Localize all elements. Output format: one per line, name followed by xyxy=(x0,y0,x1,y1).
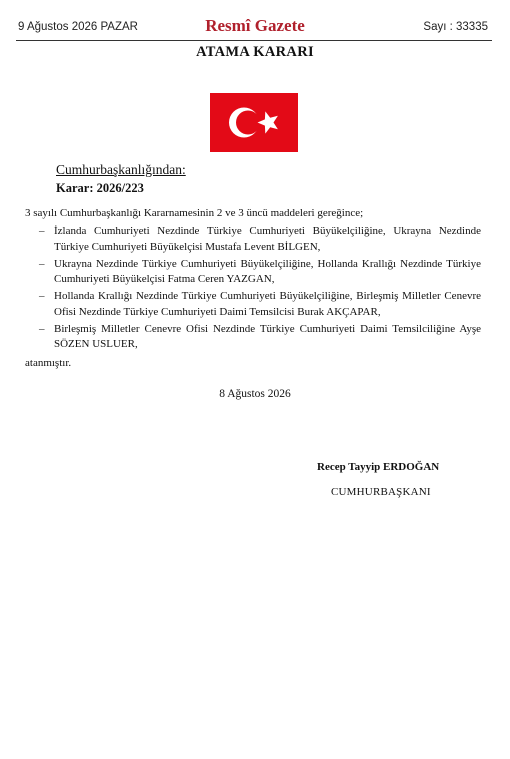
gazette-name: Resmî Gazete xyxy=(205,16,305,35)
list-marker: – xyxy=(39,225,45,237)
decision-number: Karar: 2026/223 xyxy=(56,181,144,195)
header-divider xyxy=(16,40,492,41)
list-item xyxy=(25,322,481,353)
intro-text: 3 sayılı Cumhurbaşkanlığı Kararnamesinin 2 ve 3 üncü maddeleri gereğince; xyxy=(25,207,364,219)
decision-date: 8 Ağustos 2026 xyxy=(219,388,291,400)
list-marker: – xyxy=(39,257,45,270)
turkish-flag-icon xyxy=(210,93,298,152)
list-marker: – xyxy=(39,322,45,335)
list-item-text: Hollanda Krallığı Nezdinde Türkiye Cumhuriyeti Büyükelçiliğine, Birleşmiş Milletler Cenevre Ofisi Nezdinde Türkiye Cumhuriyeti Daimi Temsilcisi Burak AKÇAPAR, xyxy=(54,290,481,318)
issue-number: Sayı : 33335 xyxy=(423,21,488,33)
list-item xyxy=(25,289,481,320)
list-item-text: Ukrayna Nezdinde Türkiye Cumhuriyeti Büyükelçiliğine, Hollanda Krallığı Nezdinde Türkiye Cumhuriyeti Büyükelçisi Fatma Ceren YAZGAN, xyxy=(54,257,481,285)
document-title: ATAMA KARARI xyxy=(196,44,314,60)
signer-title: CUMHURBAŞKANI xyxy=(331,486,431,498)
issuing-authority: Cumhurbaşkanlığından: xyxy=(56,162,186,177)
appointment-list xyxy=(25,224,481,354)
closing-text: atanmıştır. xyxy=(25,357,72,369)
header-date: 9 Ağustos 2026 PAZAR xyxy=(18,21,138,33)
list-item xyxy=(25,224,481,255)
list-marker: – xyxy=(39,290,45,302)
list-item-text: Birleşmiş Milletler Cenevre Ofisi Nezdinde Türkiye Cumhuriyeti Daimi Temsilciliğine Ayşe SÖZEN USLUER, xyxy=(54,322,481,350)
signer-name: Recep Tayyip ERDOĞAN xyxy=(317,461,440,473)
list-item xyxy=(25,257,481,288)
list-item-text: İzlanda Cumhuriyeti Nezdinde Türkiye Cumhuriyeti Büyükelçiliğine, Ukrayna Nezdinde Türkiye Cumhuriyeti Büyükelçisi Mustafa Levent BİLGEN, xyxy=(54,225,481,253)
